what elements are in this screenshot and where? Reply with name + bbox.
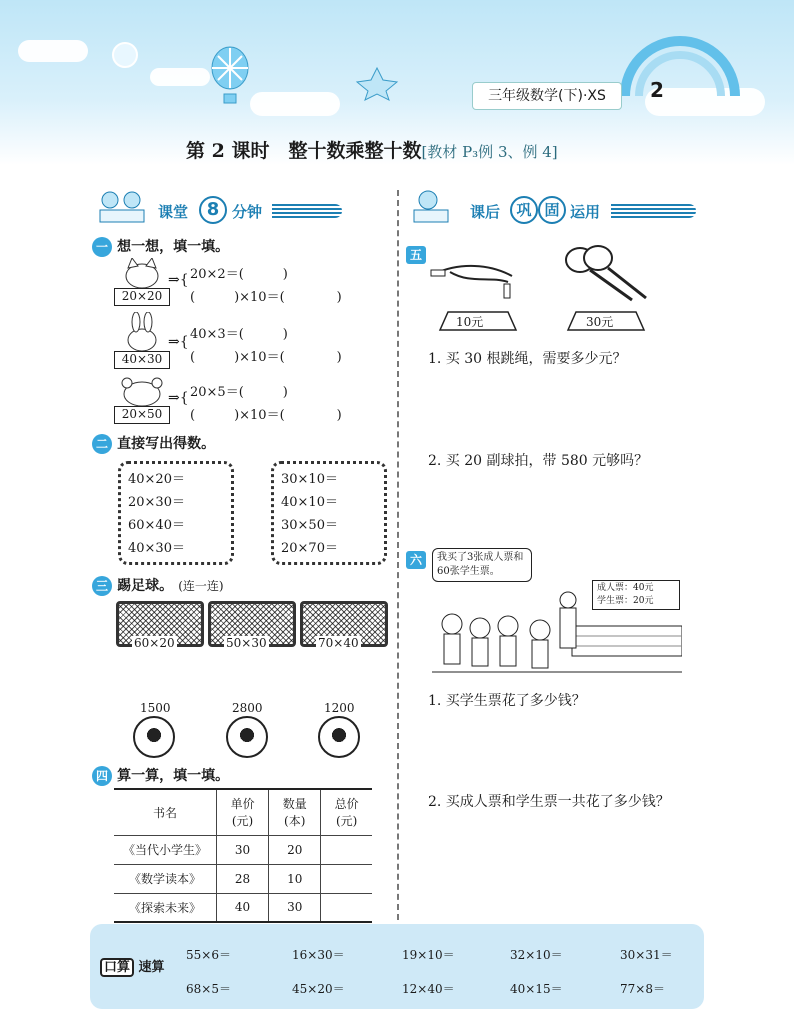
section-3-title: 踢足球。 bbox=[117, 578, 174, 594]
students-icon bbox=[92, 188, 152, 224]
sun-icon bbox=[112, 42, 138, 68]
section-3-heading bbox=[92, 575, 224, 596]
soccer-ball-icon bbox=[318, 716, 360, 758]
calc-list-right bbox=[281, 468, 338, 560]
calc-item: 40×20＝ bbox=[128, 472, 185, 487]
section-4-badge: 四 bbox=[92, 766, 112, 786]
jump-rope-price: 10元 bbox=[456, 315, 484, 329]
fill-line: 40×3＝( ) bbox=[190, 327, 288, 342]
section-1-title: 想一想，填一填。 bbox=[117, 239, 230, 255]
table-row bbox=[114, 835, 372, 864]
badminton-racket-icon bbox=[562, 244, 652, 306]
fill-line: 20×5＝( ) bbox=[190, 385, 288, 400]
column-header bbox=[269, 789, 321, 835]
book-qty: 30 bbox=[269, 893, 321, 922]
homework-banner-prefix: 课后 bbox=[470, 203, 501, 221]
lesson-reference: [教材 P₃例 3、例 4] bbox=[421, 143, 558, 161]
footer-calc: 68×5＝ bbox=[186, 982, 231, 996]
cloud-decoration bbox=[250, 92, 340, 116]
footer-calc: 40×15＝ bbox=[510, 982, 563, 996]
expression-box: 40×30 bbox=[114, 351, 170, 369]
calc-item: 60×40＝ bbox=[128, 518, 185, 533]
adult-ticket-price: 成人票：40元 bbox=[597, 583, 654, 593]
homework-banner bbox=[406, 188, 696, 224]
arrow-icon: ⇒{ bbox=[168, 334, 189, 350]
book-name: 《数学读本》 bbox=[114, 864, 217, 893]
fill-line: ( )×10＝( ) bbox=[190, 290, 342, 305]
expression-box: 20×20 bbox=[114, 288, 170, 306]
ball-label: 1500 bbox=[140, 701, 171, 715]
column-divider bbox=[397, 190, 399, 920]
table-header-row bbox=[114, 789, 372, 835]
section-1-badge: 一 bbox=[92, 237, 112, 257]
lesson-title bbox=[186, 136, 558, 163]
class-banner-suffix: 分钟 bbox=[232, 203, 263, 221]
grade-label: 三年级数学(下)·XS bbox=[472, 82, 622, 110]
expression-box: 20×50 bbox=[114, 406, 170, 424]
homework-banner-char1: 巩 bbox=[510, 196, 538, 224]
calc-item: 40×10＝ bbox=[281, 495, 338, 510]
footer-calc: 45×20＝ bbox=[292, 982, 345, 996]
column-header bbox=[217, 789, 269, 835]
fill-line: 20×2＝( ) bbox=[190, 267, 288, 282]
mental-math-label bbox=[100, 956, 165, 975]
calc-item: 40×30＝ bbox=[128, 541, 185, 556]
footer-calc: 19×10＝ bbox=[402, 948, 455, 962]
column-unit: (元) bbox=[335, 814, 358, 829]
column-header-label: 数量 bbox=[282, 797, 307, 812]
question-6-1: 1. 买学生票花了多少钱？ bbox=[428, 693, 586, 709]
footer-calc: 30×31＝ bbox=[620, 948, 673, 962]
calc-item: 20×70＝ bbox=[281, 541, 338, 556]
rabbit-icon bbox=[120, 312, 164, 352]
teacher-and-students-icon bbox=[432, 584, 682, 676]
book-table bbox=[114, 788, 372, 923]
banner-stripes bbox=[611, 204, 696, 218]
goal-label: 70×40 bbox=[318, 636, 359, 650]
hot-air-balloon-icon bbox=[208, 46, 252, 106]
page-number: 2 bbox=[650, 78, 664, 102]
question-5-1: 1. 买 30 根跳绳，需要多少元？ bbox=[428, 351, 627, 367]
book-total-blank[interactable] bbox=[321, 893, 372, 922]
section-4-title: 算一算，填一填。 bbox=[117, 768, 230, 784]
book-total-blank[interactable] bbox=[321, 864, 372, 893]
table-row bbox=[114, 864, 372, 893]
column-header-label: 单价 bbox=[230, 797, 255, 812]
section-2-badge: 二 bbox=[92, 434, 112, 454]
section-3-hint: (连一连) bbox=[178, 579, 224, 593]
calc-list-left bbox=[128, 468, 185, 560]
book-name: 《探索未来》 bbox=[114, 893, 217, 922]
calc-item: 30×10＝ bbox=[281, 472, 338, 487]
column-unit: (元) bbox=[231, 814, 254, 829]
book-price: 30 bbox=[217, 835, 269, 864]
footer-calc: 77×8＝ bbox=[620, 982, 665, 996]
column-unit: (本) bbox=[284, 814, 306, 829]
table-row bbox=[114, 893, 372, 922]
star-icon bbox=[355, 66, 399, 102]
section-2-heading bbox=[92, 433, 215, 454]
jump-rope-icon bbox=[430, 262, 520, 302]
racket-price: 30元 bbox=[586, 315, 614, 329]
cat-icon bbox=[120, 258, 164, 290]
book-price: 28 bbox=[217, 864, 269, 893]
mental-math-label-a: 口算 bbox=[100, 958, 134, 977]
cloud-decoration bbox=[150, 68, 210, 86]
column-header bbox=[321, 789, 372, 835]
section-6-badge: 六 bbox=[406, 551, 426, 569]
soccer-ball-icon bbox=[226, 716, 268, 758]
fill-line: ( )×10＝( ) bbox=[190, 350, 342, 365]
homework-banner-char2: 固 bbox=[538, 196, 566, 224]
student-reading-icon bbox=[406, 188, 456, 224]
bear-icon bbox=[118, 374, 166, 408]
book-price: 40 bbox=[217, 893, 269, 922]
mental-math-label-b: 速算 bbox=[138, 960, 165, 975]
book-qty: 20 bbox=[269, 835, 321, 864]
cloud-decoration bbox=[18, 40, 88, 62]
footer-calc: 55×6＝ bbox=[186, 948, 231, 962]
footer-calc: 12×40＝ bbox=[402, 982, 455, 996]
section-4-heading bbox=[92, 765, 229, 786]
homework-banner-suffix: 运用 bbox=[570, 203, 601, 221]
goal-label: 60×20 bbox=[134, 636, 175, 650]
lesson-title-text: 第 2 课时 整十数乘整十数 bbox=[186, 140, 422, 162]
student-ticket-price: 学生票：20元 bbox=[597, 596, 654, 606]
class-banner bbox=[92, 188, 342, 224]
book-total-blank[interactable] bbox=[321, 835, 372, 864]
question-5-2: 2. 买 20 副球拍，带 580 元够吗？ bbox=[428, 453, 649, 469]
calc-item: 20×30＝ bbox=[128, 495, 185, 510]
book-qty: 10 bbox=[269, 864, 321, 893]
arrow-icon: ⇒{ bbox=[168, 272, 189, 288]
mental-math-panel bbox=[90, 924, 704, 1009]
footer-calc: 16×30＝ bbox=[292, 948, 345, 962]
rainbow-icon bbox=[615, 28, 745, 98]
zoo-illustration bbox=[432, 548, 682, 676]
arrow-icon: ⇒{ bbox=[168, 390, 189, 406]
class-banner-minutes: 8 bbox=[199, 196, 227, 224]
question-6-2: 2. 买成人票和学生票一共花了多少钱？ bbox=[428, 794, 670, 810]
column-header-label: 总价 bbox=[334, 797, 359, 812]
class-banner-prefix: 课堂 bbox=[158, 203, 189, 221]
goal-label: 50×30 bbox=[226, 636, 267, 650]
speech-bubble: 我买了3张成人票和60张学生票。 bbox=[432, 548, 532, 582]
footer-calc: 32×10＝ bbox=[510, 948, 563, 962]
book-name: 《当代小学生》 bbox=[114, 835, 217, 864]
calc-item: 30×50＝ bbox=[281, 518, 338, 533]
ball-label: 1200 bbox=[324, 701, 355, 715]
banner-stripes bbox=[272, 204, 342, 218]
soccer-ball-icon bbox=[133, 716, 175, 758]
section-3-badge: 三 bbox=[92, 576, 112, 596]
section-2-title: 直接写出得数。 bbox=[117, 436, 216, 452]
fill-line: ( )×10＝( ) bbox=[190, 408, 342, 423]
section-1-heading bbox=[92, 236, 229, 257]
column-header: 书名 bbox=[114, 789, 217, 835]
section-5-badge: 五 bbox=[406, 246, 426, 264]
ball-label: 2800 bbox=[232, 701, 263, 715]
